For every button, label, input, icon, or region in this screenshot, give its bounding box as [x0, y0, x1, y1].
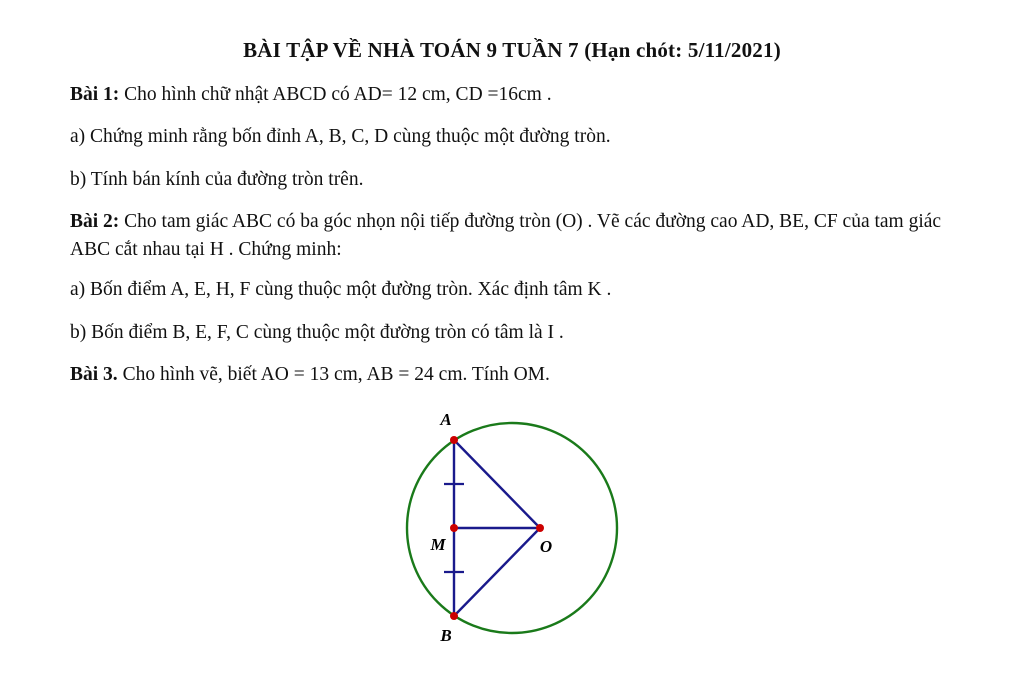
- page-title: BÀI TẬP VỀ NHÀ TOÁN 9 TUẦN 7 (Hạn chót: 5/11/2021): [243, 38, 781, 62]
- point-a-label: A: [440, 410, 452, 430]
- bai1-a-text: a) Chứng minh rằng bốn đỉnh A, B, C, D cùng thuộc một đường tròn.: [70, 126, 611, 148]
- bai3-label: Bài 3.: [70, 363, 118, 385]
- paragraph-bai1-a: [70, 123, 954, 151]
- bai2-a-text: a) Bốn điểm A, E, H, F cùng thuộc một đường tròn. Xác định tâm K .: [70, 279, 612, 301]
- paragraph-bai1-b: [70, 166, 954, 194]
- point-m-label: M: [430, 535, 446, 555]
- point-m-dot: [450, 524, 458, 532]
- bai1-text: Cho hình chữ nhật ABCD có AD= 12 cm, CD =16cm .: [119, 84, 552, 105]
- paragraph-bai3-heading: [70, 361, 954, 389]
- bai2-text: Cho tam giác ABC có ba góc nhọn nội tiếp đường tròn (O) . Vẽ các đường cao AD, BE, CF của tam giác ABC cắt nhau tại H . Chứng minh:: [70, 210, 942, 261]
- point-b-label: B: [440, 626, 452, 646]
- paragraph-bai2-a: [70, 276, 954, 304]
- bai2-label: Bài 2:: [70, 210, 120, 232]
- bai3-text: Cho hình vẽ, biết AO = 13 cm, AB = 24 cm. Tính OM.: [117, 363, 550, 385]
- segment-bo-line: [454, 528, 540, 616]
- point-o-dot: [536, 524, 544, 532]
- segment-ao-line: [454, 440, 540, 528]
- paragraph-bai1-heading: [70, 81, 954, 109]
- bai1-b-text: b) Tính bán kính của đường tròn trên.: [70, 168, 364, 190]
- point-o-label: O: [539, 537, 553, 557]
- point-b-dot: [450, 612, 458, 620]
- bai1-label: Bài 1:: [70, 84, 120, 105]
- point-a-dot: [450, 436, 458, 444]
- figure-container: [0, 403, 1024, 653]
- paragraph-bai2-b: [70, 319, 954, 347]
- bai2-b-text: b) Bốn điểm B, E, F, C cùng thuộc một đường tròn có tâm là I .: [70, 321, 564, 343]
- circle-chord-diagram: [342, 403, 682, 653]
- paragraph-bai2-heading: [70, 208, 954, 265]
